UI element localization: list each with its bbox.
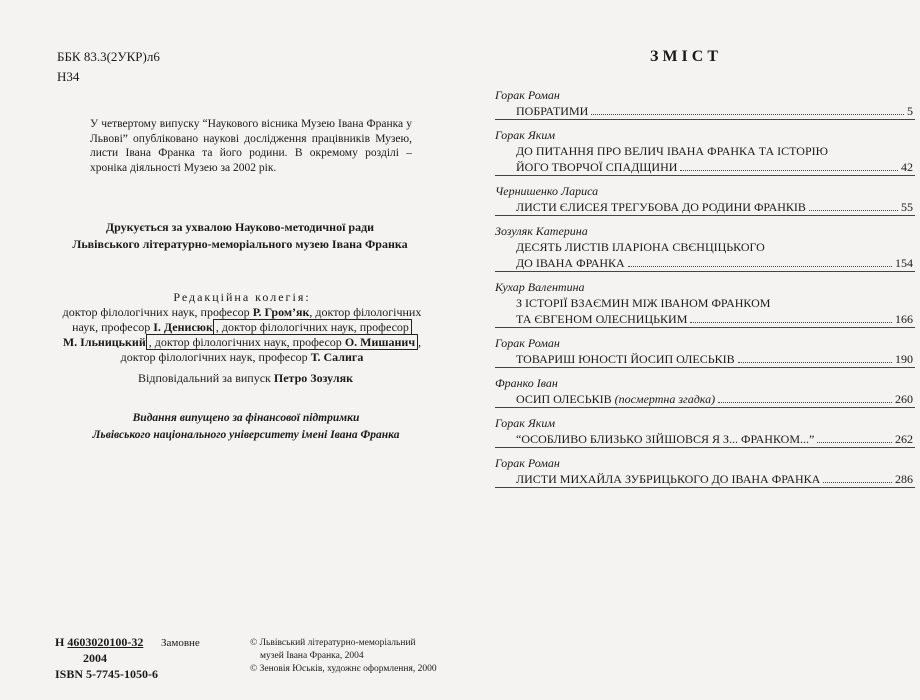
toc-title-text: ДЕСЯТЬ ЛИСТІВ ІЛАРІОНА СВЄНЦІЦЬКОГО xyxy=(516,240,765,254)
toc-line xyxy=(495,471,915,488)
toc-author: Горак Роман xyxy=(495,88,560,102)
sponsor-line-2: Львівського національного університету імені Івана Франка xyxy=(92,429,400,441)
toc-author: Горак Роман xyxy=(495,336,560,350)
toc-entry xyxy=(495,280,915,328)
toc-entry xyxy=(495,416,915,448)
responsible-editor xyxy=(138,371,353,386)
board-member-name: Р. Гром’як xyxy=(252,305,310,319)
toc-title-text: З ІСТОРІЇ ВЗАЄМИН МІЖ ІВАНОМ ФРАНКОМ xyxy=(516,296,771,310)
board-title: Редакційна колегія: xyxy=(173,290,311,304)
board-text-boxed: , доктор філологічних наук, професор xyxy=(213,319,412,335)
responsible-label: Відповідальний за випуск xyxy=(138,371,274,385)
toc-author: Горак Яким xyxy=(495,128,555,142)
leader-dots xyxy=(817,442,892,443)
bbk-code: ББК 83.3(2УКР)л6 xyxy=(57,49,160,64)
toc-page: 262 xyxy=(895,432,913,446)
board-member-name: Т. Салига xyxy=(310,350,364,364)
toc-title-text xyxy=(516,391,715,407)
toc-author: Горак Яким xyxy=(495,416,555,430)
leader-dots xyxy=(718,402,892,403)
copyright-line-2: музей Івана Франка, 2004 xyxy=(260,651,364,661)
board-text: , доктор філологічних наук, професор xyxy=(148,335,345,349)
board-text: , xyxy=(418,335,422,349)
toc-title-text: “ОСОБЛИВО БЛИЗЬКО ЗІЙШОВСЯ Я З... ФРАНКОМ...” xyxy=(516,432,815,446)
toc-line xyxy=(495,143,915,176)
approval-line-2: Львівського літературно-меморіального музею Івана Франка xyxy=(72,237,408,251)
leader-dots xyxy=(823,482,892,483)
toc-page: 166 xyxy=(895,312,913,326)
catalog-codes xyxy=(57,47,160,87)
board-text: доктор філологічних наук, професор xyxy=(120,350,311,364)
board-line-1 xyxy=(54,305,430,320)
toc-title-text: ПОБРАТИМИ xyxy=(516,104,589,118)
leader-dots xyxy=(809,210,898,211)
toc-page: 5 xyxy=(907,104,913,118)
copyright xyxy=(250,637,437,676)
toc-line xyxy=(495,431,915,448)
toc-page: 260 xyxy=(895,392,913,406)
toc-line xyxy=(495,391,915,408)
sponsor-line-1: Видання випущено за фінансової підтримки xyxy=(132,412,360,424)
toc-line xyxy=(495,239,915,272)
toc-entry xyxy=(495,336,915,368)
toc-line xyxy=(495,103,915,120)
isbn: ISBN 5-7745-1050-6 xyxy=(55,667,159,681)
board-member-name: М. Ільницький xyxy=(62,335,146,349)
approval-line-1: Друкується за ухвалою Науково-методичної ради xyxy=(105,220,375,234)
toc-title-note: (посмертна згадка) xyxy=(611,392,716,406)
leader-dots xyxy=(628,266,892,267)
toc-title-text: ТА ЄВГЕНОМ ОЛЕСНИЦЬКИМ xyxy=(516,312,688,326)
publication-codes xyxy=(55,634,158,682)
toc-line xyxy=(495,295,915,328)
toc-entry xyxy=(495,128,915,176)
responsible-name: Петро Зозуляк xyxy=(273,371,353,385)
board-text: доктор філологічних наук, професор xyxy=(62,305,253,319)
toc-author: Кухар Валентина xyxy=(495,280,585,294)
toc-page: 42 xyxy=(901,160,913,174)
board-text: , доктор філологічних xyxy=(309,305,422,319)
toc-title-text: ЛИСТИ МИХАЙЛА ЗУБРИЦЬКОГО ДО ІВАНА ФРАНКА xyxy=(516,472,821,486)
toc-entry xyxy=(495,224,915,272)
toc-title-text: ЛИСТИ ЄЛИСЕЯ ТРЕГУБОВА ДО РОДИНИ ФРАНКІВ xyxy=(516,200,806,214)
table-of-contents xyxy=(495,88,915,496)
toc-author: Чернишенко Лариса xyxy=(495,184,599,198)
approval-note xyxy=(50,219,430,253)
sponsor-note xyxy=(60,410,432,444)
leader-dots xyxy=(680,170,898,171)
abstract: У четвертому випуску “Наукового вісника Музею Івана Франка у Львові” опубліковано наукові дослідження працівників Музею, листи Івана Франка та його родини. В окремому розділі – хроніка діяльності Музею за 2002 рік. xyxy=(90,118,412,174)
board-line-3 xyxy=(54,335,430,350)
codes-year: 2004 xyxy=(83,651,107,665)
toc-line xyxy=(495,199,915,216)
author-mark: Н34 xyxy=(57,69,80,84)
leader-dots xyxy=(738,362,892,363)
toc-entry xyxy=(495,376,915,408)
toc-title-text: ДО ПИТАННЯ ПРО ВЕЛИЧ ІВАНА ФРАНКА ТА ІСТОРІЮ xyxy=(516,144,828,158)
board-member-name: О. Мишанич xyxy=(344,335,416,349)
toc-entry xyxy=(495,88,915,120)
codes-number: 4603020100-32 xyxy=(67,635,144,649)
copyright-line-3: © Зеновія Юськів, художнє оформлення, 2000 xyxy=(250,664,437,674)
leader-dots xyxy=(690,322,892,323)
right-page xyxy=(460,0,920,700)
board-line-2 xyxy=(54,320,430,335)
toc-page: 286 xyxy=(895,472,913,486)
toc-author: Горак Роман xyxy=(495,456,560,470)
toc-author: Зозуляк Катерина xyxy=(495,224,588,238)
toc-title: ЗМІСТ xyxy=(650,48,722,65)
board-member-name: І. Денисюк xyxy=(153,320,213,334)
board-line-4 xyxy=(54,350,430,365)
leader-dots xyxy=(591,114,904,115)
toc-page: 154 xyxy=(895,256,913,270)
toc-title-main: ОСИП ОЛЕСЬКІВ xyxy=(516,392,612,406)
toc-title-text: ТОВАРИШ ЮНОСТІ ЙОСИП ОЛЕСЬКІВ xyxy=(516,352,735,366)
toc-title-text: ЙОГО ТВОРЧОЇ СПАДЩИНИ xyxy=(516,160,678,174)
toc-page: 55 xyxy=(901,200,913,214)
toc-entry xyxy=(495,184,915,216)
toc-entry xyxy=(495,456,915,488)
board-text: наук, професор xyxy=(72,320,154,334)
codes-letter: Н xyxy=(55,635,65,649)
toc-title-text: ДО ІВАНА ФРАНКА xyxy=(516,256,625,270)
editorial-board xyxy=(54,290,430,365)
toc-page: 190 xyxy=(895,352,913,366)
order-label: Замовне xyxy=(161,637,200,649)
toc-author: Франко Іван xyxy=(495,376,558,390)
copyright-line-1: © Львівський літературно-меморіальний xyxy=(250,638,416,648)
toc-line xyxy=(495,351,915,368)
